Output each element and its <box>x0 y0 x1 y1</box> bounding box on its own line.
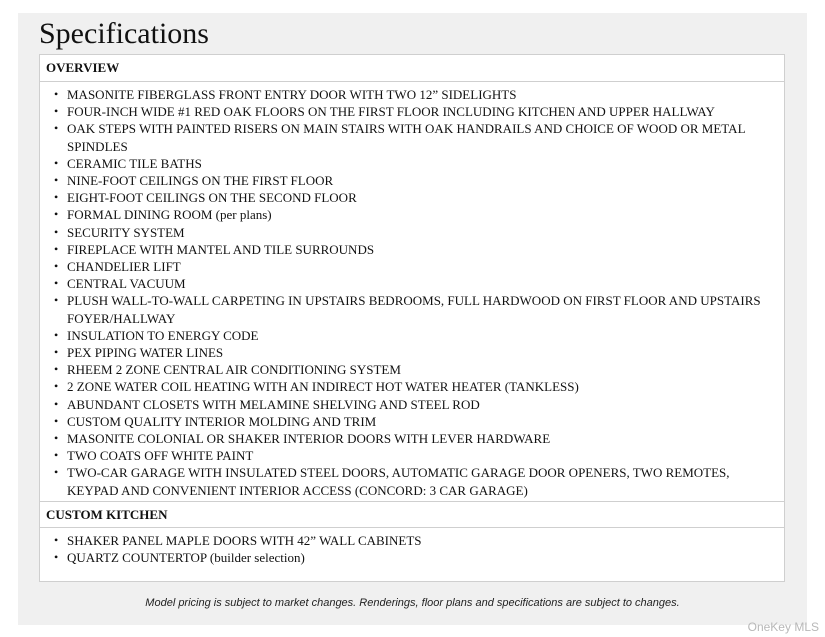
list-item: • FORMAL DINING ROOM (per plans) <box>40 206 770 223</box>
list-item: • ABUNDANT CLOSETS WITH MELAMINE SHELVING AND STEEL ROD <box>40 396 770 413</box>
list-item: • QUARTZ COUNTERTOP (builder selection) <box>40 549 770 566</box>
section-heading-custom-kitchen: CUSTOM KITCHEN <box>40 501 784 528</box>
list-item: • CENTRAL VACUUM <box>40 275 770 292</box>
list-item: • CERAMIC TILE BATHS <box>40 155 770 172</box>
list-item: • MASONITE COLONIAL OR SHAKER INTERIOR DOORS WITH LEVER HARDWARE <box>40 430 770 447</box>
list-item: • OAK STEPS WITH PAINTED RISERS ON MAIN STAIRS WITH OAK HANDRAILS AND CHOICE OF WOOD OR METAL SPINDLES <box>40 120 770 154</box>
list-item: • PEX PIPING WATER LINES <box>40 344 770 361</box>
list-item: • NINE-FOOT CEILINGS ON THE FIRST FLOOR <box>40 172 770 189</box>
list-item: • EIGHT-FOOT CEILINGS ON THE SECOND FLOOR <box>40 189 770 206</box>
list-item: • TWO-CAR GARAGE WITH INSULATED STEEL DOORS, AUTOMATIC GARAGE DOOR OPENERS, TWO REMOTES, KEYPAD AND CONVENIENT INTERIOR ACCESS (CONCORD: 3 CAR GARAGE) <box>40 464 770 498</box>
list-item: • MASONITE FIBERGLASS FRONT ENTRY DOOR WITH TWO 12” SIDELIGHTS <box>40 86 770 103</box>
list-item: • CHANDELIER LIFT <box>40 258 770 275</box>
list-item: • INSULATION TO ENERGY CODE <box>40 327 770 344</box>
list-item: • RHEEM 2 ZONE CENTRAL AIR CONDITIONING SYSTEM <box>40 361 770 378</box>
list-item: • PLUSH WALL-TO-WALL CARPETING IN UPSTAIRS BEDROOMS, FULL HARDWOOD ON FIRST FLOOR AND UPSTAIRS FOYER/HALLWAY <box>40 292 770 326</box>
list-item: • FIREPLACE WITH MANTEL AND TILE SURROUNDS <box>40 241 770 258</box>
specifications-table <box>39 54 785 582</box>
list-item: • CUSTOM QUALITY INTERIOR MOLDING AND TRIM <box>40 413 770 430</box>
page-title: Specifications <box>39 17 209 50</box>
list-item: • SHAKER PANEL MAPLE DOORS WITH 42” WALL CABINETS <box>40 532 770 549</box>
disclaimer-footnote: Model pricing is subject to market changes. Renderings, floor plans and specifications are subject to changes. <box>145 597 680 609</box>
section-heading-overview: OVERVIEW <box>40 55 784 82</box>
list-item: • 2 ZONE WATER COIL HEATING WITH AN INDIRECT HOT WATER HEATER (TANKLESS) <box>40 378 770 395</box>
list-item: • FOUR-INCH WIDE #1 RED OAK FLOORS ON THE FIRST FLOOR INCLUDING KITCHEN AND UPPER HALLWAY <box>40 103 770 120</box>
custom-kitchen-list <box>40 528 784 566</box>
watermark: OneKey MLS <box>747 620 819 634</box>
list-item: • TWO COATS OFF WHITE PAINT <box>40 447 770 464</box>
overview-list <box>40 82 784 501</box>
list-item: • SECURITY SYSTEM <box>40 224 770 241</box>
